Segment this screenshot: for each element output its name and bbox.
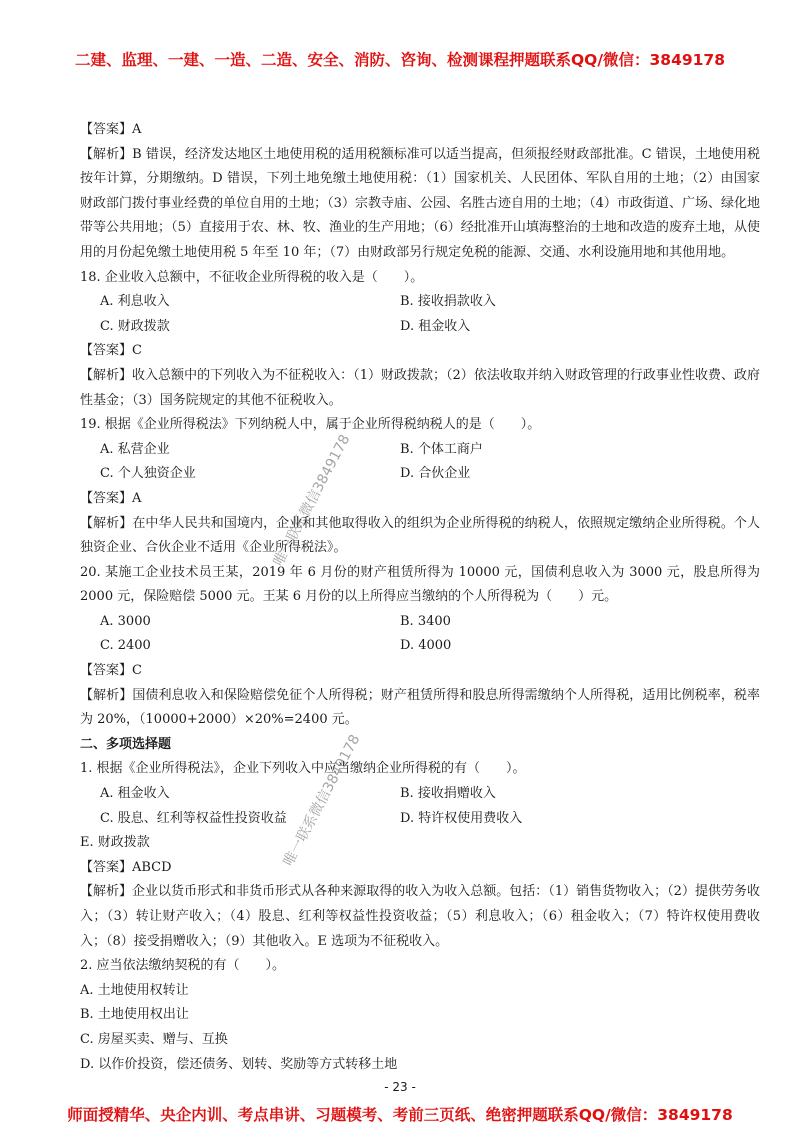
paragraph: 1. 根据《企业所得税法》，企业下列收入中应当缴纳企业所得税的有（ ）。 <box>80 761 526 777</box>
options-grid <box>100 290 760 339</box>
paragraph: 【答案】A <box>80 122 142 137</box>
options-grid <box>100 782 760 831</box>
paragraph: 【解析】国债利息收入和保险赔偿免征个人所得税；财产租赁所得和股息所得需缴纳个人所得税，适用比例税率，税率为 20%，（10000+2000）×20%=2400 元。 <box>80 687 760 728</box>
paragraph: 19. 根据《企业所得税法》下列纳税人中，属于企业所得税纳税人的是（ ）。 <box>80 417 541 433</box>
option: D. 以作价投资，偿还债务、划转、奖励等方式转移土地 <box>80 1056 398 1072</box>
option: B. 接收捐赠收入 <box>400 786 496 802</box>
options-grid <box>100 438 760 487</box>
option: D. 租金收入 <box>400 318 471 334</box>
paragraph: 【解析】收入总额中的下列收入为不征税收入：（1）财政拨款；（2）依法收取并纳入财政管理的行政事业性收费、政府性基金；（3）国务院规定的其他不征税收入。 <box>80 367 760 408</box>
header-banner: 二建、监理、一建、一造、二造、安全、消防、咨询、检测课程押题联系QQ/微信：3849178 <box>74 51 725 69</box>
page-content <box>80 118 760 1077</box>
paragraph: 【解析】在中华人民共和国境内，企业和其他取得收入的组织为企业所得税的纳税人，依照规定缴纳企业所得税。个人独资企业、合伙企业不适用《企业所得税法》。 <box>80 515 760 556</box>
option: A. 3000 <box>100 613 151 629</box>
option: D. 特许权使用费收入 <box>400 810 523 826</box>
option: D. 合伙企业 <box>400 466 471 482</box>
page-number: - 23 - <box>384 1080 416 1094</box>
option: B. 个体工商户 <box>400 441 483 457</box>
option: A. 租金收入 <box>100 786 170 802</box>
option: A. 利息收入 <box>100 294 170 310</box>
option: C. 个人独资企业 <box>100 466 196 482</box>
watermark: 唯一联系微信3849178 <box>270 432 354 569</box>
paragraph: 【答案】C <box>80 663 142 679</box>
section-title: 二、多项选择题 <box>80 736 172 752</box>
paragraph: 【解析】B 错误，经济发达地区土地使用税的适用税额标准可以适当提高，但须报经财政部批准。C 错误，土地使用税按年计算，分期缴纳。D 错误，下列土地免缴土地使用税：（1）国家机关、人民团体、军队自用的土地；（2）由国家财政部门拨付事业经费的单位自用的土地；（3）宗教寺庙、公园、名胜古迹自用的土地；（4）市政街道、广场、绿化地带等公共用地；（5）直接用于农、林、牧、渔业的生产用地；（6）经批准开山填海整治的土地和改造的废弃土地，从使用的月份起免缴土地使用税 5 年至 10 年；（7）由财政部另行规定免税的能源、交通、水利设施用地和其他用地。 <box>80 146 760 260</box>
options-grid <box>100 610 760 659</box>
option: D. 4000 <box>400 638 452 654</box>
option: C. 财政拨款 <box>100 318 170 334</box>
paragraph: 2. 应当依法缴纳契税的有（ ）。 <box>80 958 286 974</box>
paragraph: 18. 企业收入总额中，不征收企业所得税的收入是（ ）。 <box>80 269 424 285</box>
option: A. 土地使用权转让 <box>80 982 189 998</box>
paragraph: 【解析】企业以货币形式和非货币形式从各种来源取得的收入为收入总额。包括：（1）销售货物收入；（2）提供劳务收入；（3）转让财产收入；（4）股息、红利等权益性投资收益；（5）利息收入；（6）租金收入；（7）特许权使用费收入；（8）接受捐赠收入；（9）其他收入。E 选项为不征税收入。 <box>80 884 760 949</box>
watermark: 唯一联系微信3849178 <box>280 732 364 869</box>
option: C. 2400 <box>100 638 151 654</box>
option: E. 财政拨款 <box>80 835 150 851</box>
option: B. 3400 <box>400 613 451 629</box>
paragraph: 【答案】ABCD <box>80 859 172 875</box>
option: C. 房屋买卖、赠与、互换 <box>80 1031 228 1047</box>
option: B. 接收捐款收入 <box>400 294 496 310</box>
option: B. 土地使用权出让 <box>80 1007 189 1023</box>
footer-banner: 师面授精华、央企内训、考点串讲、习题模考、考前三页纸、绝密押题联系QQ/微信：3849178 <box>67 1106 733 1124</box>
paragraph: 20. 某施工企业技术员王某，2019 年 6 月份的财产租赁所得为 10000 元，国债利息收入为 3000 元，股息所得为 2000 元，保险赔偿 5000 元。王某 6 月份的以上所得应当缴纳的个人所得税为（ ）元。 <box>80 564 760 605</box>
paragraph: 【答案】C <box>80 343 142 359</box>
paragraph: 【答案】A <box>80 490 142 506</box>
option: C. 股息、红利等权益性投资收益 <box>100 810 287 826</box>
option: A. 私营企业 <box>100 441 170 457</box>
